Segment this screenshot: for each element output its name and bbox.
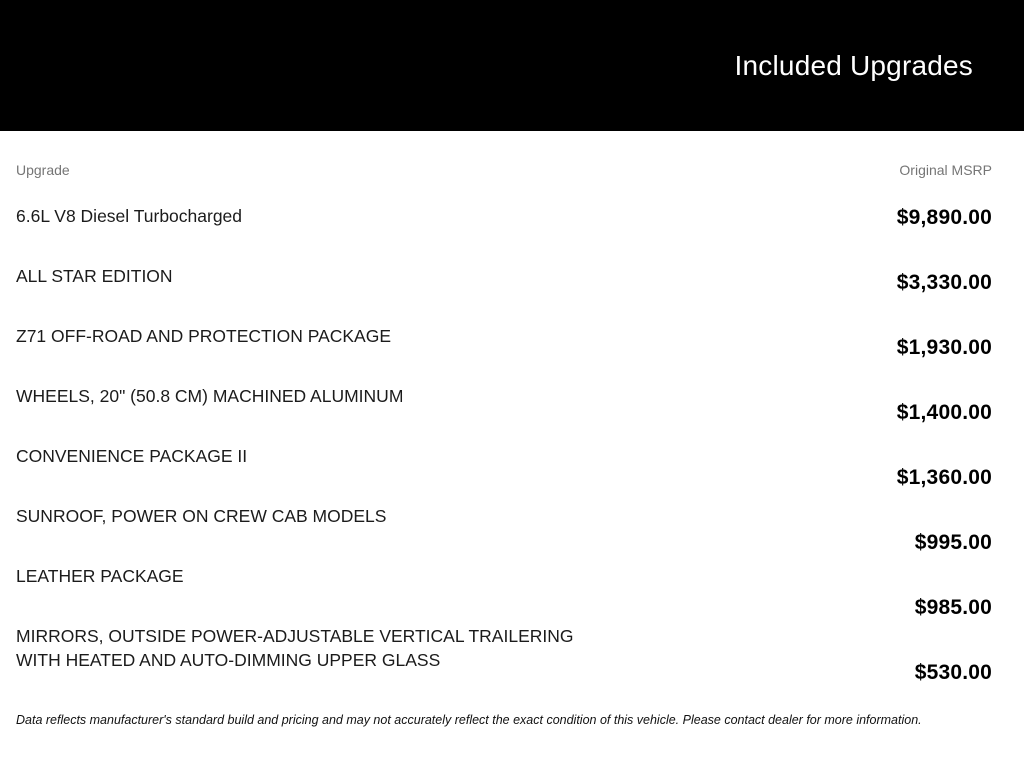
table-column-headers [16, 162, 992, 178]
upgrade-name: WHEELS, 20" (50.8 CM) MACHINED ALUMINUM [16, 386, 404, 406]
upgrade-price: $9,890.00 [896, 205, 992, 229]
column-header-upgrade: Upgrade [16, 162, 70, 178]
pricing-disclaimer: Data reflects manufacturer's standard build and pricing and may not accurately reflect the exact condition of this vehicle. Please contact dealer for more information. [16, 713, 922, 727]
upgrade-name: 6.6L V8 Diesel Turbocharged [16, 206, 243, 226]
upgrade-name: Z71 OFF-ROAD AND PROTECTION PACKAGE [16, 326, 392, 346]
upgrade-price: $1,400.00 [896, 400, 992, 424]
upgrade-names-column [16, 186, 591, 672]
upgrade-name: MIRRORS, OUTSIDE POWER-ADJUSTABLE VERTICAL TRAILERING WITH HEATED AND AUTO-DIMMING UPPER GLASS [16, 626, 574, 670]
upgrade-price: $3,330.00 [896, 270, 992, 294]
included-upgrades-banner [0, 0, 1024, 131]
column-header-original-msrp: Original MSRP [899, 162, 992, 178]
upgrades-content [0, 162, 1024, 728]
upgrade-name: LEATHER PACKAGE [16, 566, 184, 586]
upgrade-name: ALL STAR EDITION [16, 266, 173, 286]
upgrade-price: $1,360.00 [896, 465, 992, 489]
upgrade-prices-column [897, 185, 992, 705]
upgrade-price: $530.00 [914, 660, 992, 684]
upgrade-price: $995.00 [914, 530, 992, 554]
upgrade-name: CONVENIENCE PACKAGE II [16, 446, 248, 466]
upgrade-price: $985.00 [914, 595, 992, 619]
upgrade-price: $1,930.00 [896, 335, 992, 359]
page-title: Included Upgrades [734, 49, 973, 81]
upgrade-name: SUNROOF, POWER ON CREW CAB MODELS [16, 506, 387, 526]
upgrades-table [16, 178, 992, 705]
